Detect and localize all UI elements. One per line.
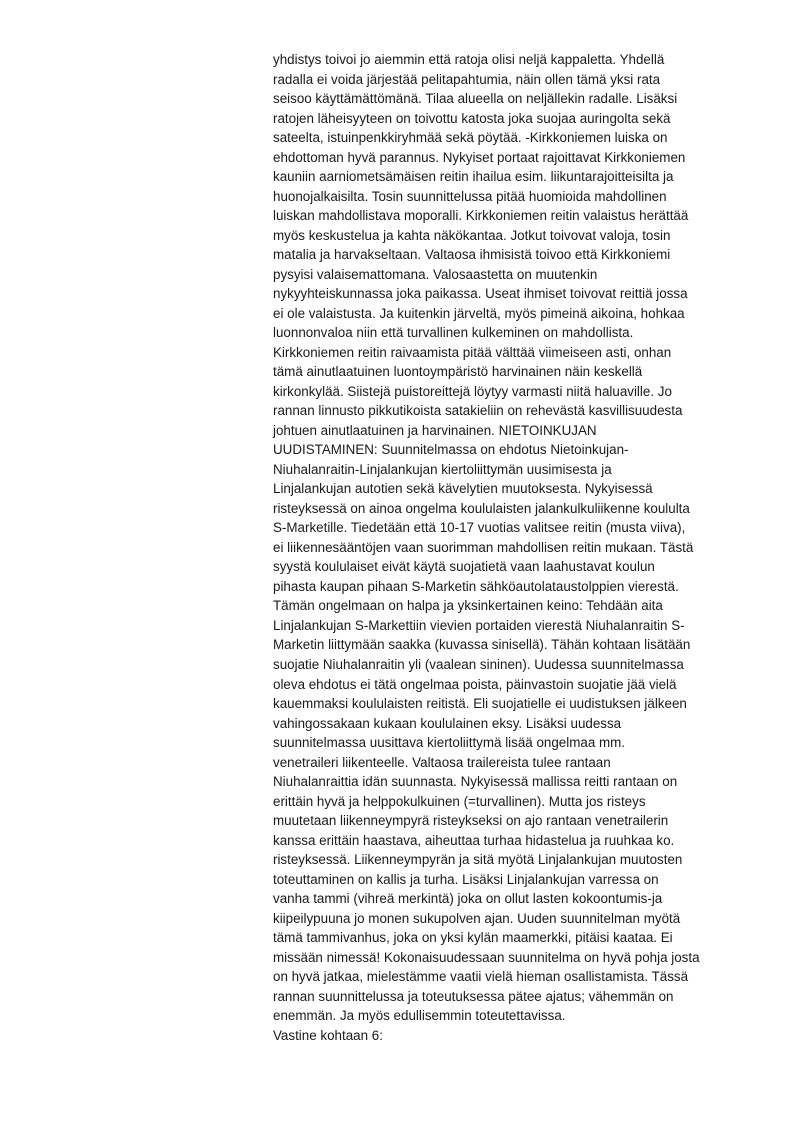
text-line: venetraileri liikenteelle. Valtaosa trailereista tulee rantaan bbox=[273, 754, 611, 770]
text-line: Linjalankujan autotien sekä kävelytien muutoksesta. Nykyisessä bbox=[273, 481, 653, 497]
text-line: suunnitelmassa uusittava kiertoliittymä lisää ongelmaa mm. bbox=[273, 735, 626, 751]
text-line: S-Marketille. Tiedetään että 10-17 vuotias valitsee reitin (musta viiva), bbox=[273, 520, 686, 536]
text-line: Linjalankujan S-Markettiin vievien portaiden vierestä Niuhalanraitin S- bbox=[273, 617, 685, 633]
text-line: toteuttaminen on kallis ja turha. Lisäksi Linjalankujan varressa on bbox=[273, 871, 659, 887]
text-line: pihasta kaupan pihaan S-Marketin sähköautolataustolppien vierestä. bbox=[273, 578, 679, 594]
text-line: ehdottoman hyvä parannus. Nykyiset portaat rajoittavat Kirkkoniemen bbox=[273, 149, 686, 165]
body-text bbox=[273, 50, 753, 1045]
text-line: vanha tammi (vihreä merkintä) joka on ollut lasten kokoontumis-ja bbox=[273, 891, 663, 907]
text-line: Tämän ongelmaan on halpa ja yksinkertainen keino: Tehdään aita bbox=[273, 598, 663, 614]
text-line: rannan linnusto pikkutikoista satakieliin on rehevästä kasvillisuudesta bbox=[273, 403, 683, 419]
text-line: radalla ei voida järjestää pelitapahtumia, näin ollen tämä yksi rata bbox=[273, 71, 661, 87]
text-line: vahingossakaan kukaan koululainen eksy. Lisäksi uudessa bbox=[273, 715, 622, 731]
text-line: UUDISTAMINEN: Suunnitelmassa on ehdotus Nietoinkujan- bbox=[273, 442, 629, 458]
text-line: tämä tammivanhus, joka on yksi kylän maamerkki, pitäisi kaataa. Ei bbox=[273, 930, 673, 946]
text-line: kauniin aarniometsämäisen reitin ihailua esim. liikuntarajoitteisilta ja bbox=[273, 169, 674, 185]
text-line: ei liikennesääntöjen vaan suorimman mahdollisen reitin mukaan. Tästä bbox=[273, 539, 694, 555]
text-line: muutetaan liikenneympyrä risteykseksi on ajo rantaan venetrailerin bbox=[273, 813, 669, 829]
text-line: ratojen läheisyyteen on toivottu katosta joka suojaa auringolta sekä bbox=[273, 110, 671, 126]
text-line: pysyisi valaisemattomana. Valosaastetta on muutenkin bbox=[273, 266, 598, 282]
text-line: nykyyhteiskunnassa joka paikassa. Useat ihmiset toivovat reittiä jossa bbox=[273, 286, 688, 302]
text-line: missään nimessä! Kokonaisuudessaan suunnitelma on hyvä pohja josta bbox=[273, 949, 700, 965]
text-line: oleva ehdotus ei tätä ongelmaa poista, päinvastoin suojatie jää vielä bbox=[273, 676, 677, 692]
section-heading-line: Vastine kohtaan 6: bbox=[273, 1027, 383, 1043]
text-line: johtuen ainutlaatuinen ja harvinainen. NIETOINKUJAN bbox=[273, 422, 597, 438]
text-line: rannan suunnittelussa ja toteutuksessa pätee ajatus; vähemmän on bbox=[273, 988, 674, 1004]
text-line: enemmän. Ja myös edullisemmin toteutettavissa. bbox=[273, 1008, 566, 1024]
text-line: suojatie Niuhalanraitin yli (vaalean sininen). Uudessa suunnitelmassa bbox=[273, 656, 684, 672]
text-line: Kirkkoniemen reitin raivaamista pitää välttää viimeiseen asti, onhan bbox=[273, 344, 672, 360]
text-line: kauemmaksi koululaisten reitistä. Eli suojatielle ei uudistuksen jälkeen bbox=[273, 696, 687, 712]
text-line: Niuhalanraitin-Linjalankujan kiertoliittymän uusimisesta ja bbox=[273, 461, 612, 477]
text-line: risteyksessä on ainoa ongelma koululaisten jalankulkuliikenne koululta bbox=[273, 500, 690, 516]
text-line: sateelta, istuinpenkkiryhmää sekä pöytää. -Kirkkoniemen luiska on bbox=[273, 130, 668, 146]
text-line: matalia ja harvakseltaan. Valtaosa ihmisistä toivoo että Kirkkoniemi bbox=[273, 247, 671, 263]
text-line: syystä koululaiset eivät käytä suojatietä vaan laahustavat koulun bbox=[273, 559, 655, 575]
text-line: kanssa erittäin haastava, aiheuttaa turhaa hidastelua ja ruuhkaa ko. bbox=[273, 832, 675, 848]
text-line: yhdistys toivoi jo aiemmin että ratoja olisi neljä kappaletta. Yhdellä bbox=[273, 52, 665, 67]
text-line: kirkonkylää. Siistejä puistoreittejä löytyy varmasti niitä haluaville. Jo bbox=[273, 383, 672, 399]
text-line: Marketin liittymään saakka (kuvassa sinisellä). Tähän kohtaan lisätään bbox=[273, 637, 691, 653]
text-line: erittäin hyvä ja helppokulkuinen (=turvallinen). Mutta jos risteys bbox=[273, 793, 646, 809]
text-line: myös keskustelua ja kahta näkökantaa. Jotkut toivovat valoja, tosin bbox=[273, 227, 671, 243]
text-line: huonojalkaisilta. Tosin suunnittelussa pitää huomioida mahdollinen bbox=[273, 188, 667, 204]
text-line: on hyvä jatkaa, mielestämme vaatii vielä hieman osallistamista. Tässä bbox=[273, 969, 689, 985]
text-line: risteyksessä. Liikenneympyrän ja sitä myötä Linjalankujan muutosten bbox=[273, 852, 683, 868]
text-line: luiskan mahdollistava moporalli. Kirkkoniemen reitin valaistus herättää bbox=[273, 208, 689, 224]
text-line: luonnonvaloa niin että turvallinen kulkeminen on mahdollista. bbox=[273, 325, 634, 341]
text-line: tämä ainutlaatuinen luontoympäristö harvinainen näin keskellä bbox=[273, 364, 643, 380]
text-line: ei ole valaistusta. Ja kuitenkin järveltä, myös pimeinä aikoina, hohkaa bbox=[273, 305, 685, 321]
text-line: kiipeilypuuna jo monen sukupolven ajan. Uuden suunnitelman myötä bbox=[273, 910, 681, 926]
text-line: Niuhalanraittia idän suunnasta. Nykyisessä mallissa reitti rantaan on bbox=[273, 774, 678, 790]
text-line: seisoo käyttämättömänä. Tilaa alueella on neljällekin radalle. Lisäksi bbox=[273, 91, 678, 107]
